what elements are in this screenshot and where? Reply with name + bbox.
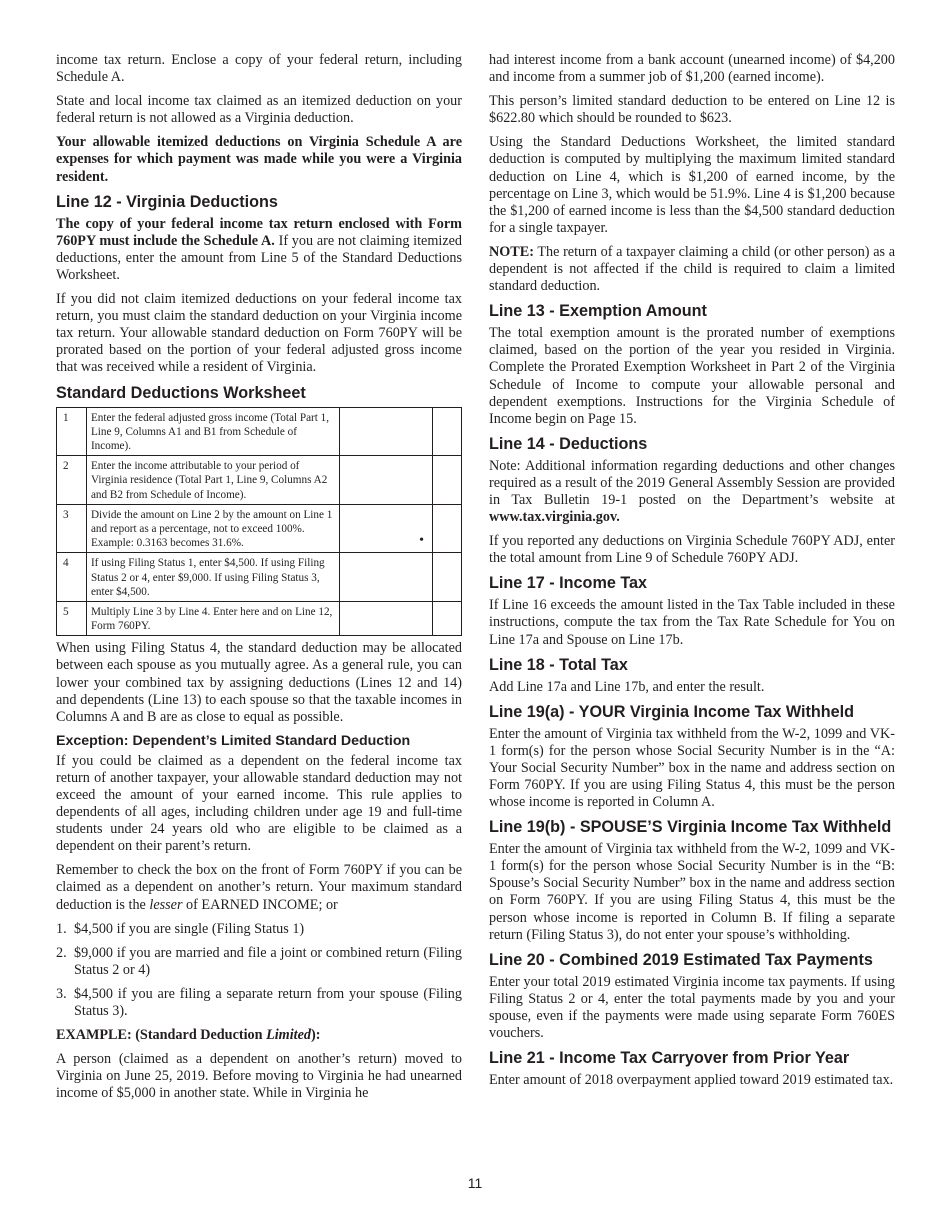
section-heading-line-14: Line 14 - Deductions	[489, 434, 648, 453]
paragraph: had interest income from a bank account (unearned income) of $4,200 and income from a summer job of $1,200 (earned income).	[489, 52, 895, 86]
worksheet-row	[57, 407, 462, 456]
text: ):	[311, 1027, 321, 1044]
paragraph: Enter the amount of Virginia tax withheld from the W-2, 1099 and VK-1 form(s) for the person whose Social Security Number is in the “B: Spouse’s Social Security Number” box in the name and address section on Form 760PY. If you are using Filing Status 4, this must be the person whose income is reported in Column B. If filing a separate return (Filing Status 3), do not enter your spouse’s withholding.	[489, 841, 895, 943]
example-label	[56, 1027, 462, 1044]
worksheet-line-number: 3	[57, 504, 87, 553]
section-heading-line-20: Line 20 - Combined 2019 Estimated Tax Payments	[489, 950, 873, 969]
section-heading-line-13: Line 13 - Exemption Amount	[489, 302, 707, 321]
bold-text: The copy of your federal income tax return enclosed with Form 760PY must include the Schedule A.	[56, 215, 462, 249]
worksheet-line-number: 2	[57, 456, 87, 505]
section-heading-line-12: Line 12 - Virginia Deductions	[56, 192, 278, 211]
worksheet-cents-field[interactable]	[433, 504, 462, 553]
worksheet-line-text: Divide the amount on Line 2 by the amount on Line 1 and report as a percentage, not to exceed 100%. Example: 0.3163 becomes 31.6%.	[86, 504, 339, 553]
worksheet-heading: Standard Deductions Worksheet	[56, 383, 306, 402]
worksheet-amount-field[interactable]	[340, 456, 433, 505]
paragraph: A person (claimed as a dependent on another’s return) moved to Virginia on June 25, 2019. Before moving to Virginia he had unearned income of $5,000 in another state. While in Virginia he	[56, 1051, 462, 1102]
paragraph: income tax return. Enclose a copy of your federal return, including Schedule A.	[56, 52, 462, 86]
worksheet-cents-field[interactable]	[433, 601, 462, 635]
list-item-text: $4,500 if you are filing a separate return from your spouse (Filing Status 3).	[74, 985, 462, 1020]
list-item-number: 2.	[56, 944, 67, 961]
paragraph: When using Filing Status 4, the standard deduction may be allocated between each spouse as you mutually agree. As a general rule, you can lower your combined tax by assigning deductions (Lines 12 and 14) and dependents (Line 13) to each spouse so that the taxable incomes in Columns A and B are as close to equal as possible.	[56, 640, 462, 725]
worksheet-row	[57, 504, 462, 553]
paragraph: State and local income tax claimed as an itemized deduction on your federal return is not allowed as a Virginia deduction.	[56, 93, 462, 127]
worksheet-row	[57, 601, 462, 635]
worksheet-cents-field[interactable]	[433, 456, 462, 505]
worksheet-line-number: 1	[57, 407, 87, 456]
exception-heading: Exception: Dependent’s Limited Standard Deduction	[56, 732, 411, 749]
paragraph	[56, 862, 462, 913]
text: Remember to check the box on the front of Form 760PY if you can be claimed as a dependent on another’s return. Your maximum standard deduction is the	[56, 862, 462, 913]
paragraph: This person’s limited standard deduction to be entered on Line 12 is $622.80 which should be rounded to $623.	[489, 93, 895, 127]
list-item	[56, 986, 462, 1020]
section-heading-line-19a: Line 19(a) - YOUR Virginia Income Tax Withheld	[489, 702, 855, 721]
list-item-text: $4,500 if you are single (Filing Status 1)	[74, 920, 305, 937]
section-heading-line-21: Line 21 - Income Tax Carryover from Prior Year	[489, 1049, 850, 1068]
worksheet-line-number: 4	[57, 553, 87, 602]
list-item-number: 1.	[56, 920, 67, 937]
worksheet-line-text: Enter the federal adjusted gross income (Total Part 1, Line 9, Columns A1 and B1 from Schedule of Income).	[86, 407, 339, 456]
emphasis-text: lesser	[149, 896, 183, 913]
decimal-point-marker: •	[419, 533, 425, 549]
paragraph: Using the Standard Deductions Worksheet, the limited standard deduction is computed by multiplying the maximum limited standard deduction on Line 4, which is $1,200 of earned income, by the percentage on Line 3, which would be 51.9%. Line 4 is $1,200 because the $1,200 of earned income is less than the $4,500 standard deduction for a single taxpayer.	[489, 134, 895, 236]
paragraph: If you could be claimed as a dependent on the federal income tax return of another taxpayer, your allowable standard deduction may not exceed the amount of your earned income. This rule applies to dependents of all ages, including children under age 19 and full-time students under 24 years old who are eligible to be claimed as a dependent on their parent’s return.	[56, 752, 462, 855]
section-heading-line-17: Line 17 - Income Tax	[489, 574, 648, 593]
paragraph-bold: Your allowable itemized deductions on Virginia Schedule A are expenses for which payment was made while you were a Virginia resident.	[56, 134, 462, 185]
deduction-list	[56, 921, 462, 1020]
worksheet-amount-field[interactable]	[340, 601, 433, 635]
text: Note: Additional information regarding deductions and other changes required as a result of the 2019 General Assembly Session are provided in Tax Bulletin 19-1 posted on the Department’s website at	[489, 457, 895, 508]
worksheet-amount-field[interactable]	[340, 407, 433, 456]
section-heading-line-19b: Line 19(b) - SPOUSE’S Virginia Income Tax Withheld	[489, 818, 892, 837]
paragraph	[489, 458, 895, 526]
website-link[interactable]: www.tax.virginia.gov.	[489, 509, 620, 526]
worksheet-row	[57, 553, 462, 602]
worksheet-amount-field[interactable]	[340, 553, 433, 602]
worksheet-amount-field[interactable]	[340, 504, 433, 553]
list-item	[56, 945, 462, 979]
emphasis-text: Limited	[266, 1027, 311, 1044]
worksheet-row	[57, 456, 462, 505]
right-column	[489, 52, 895, 1096]
note-label: NOTE:	[489, 243, 534, 260]
list-item	[56, 921, 462, 938]
paragraph: If you did not claim itemized deductions on your federal income tax return, you must claim the standard deduction on your Virginia income tax return. Your allowable standard deduction on Form 760PY will be prorated based on the portion of your federal adjusted gross income that was received while a resident of Virginia.	[56, 291, 462, 376]
text: EXAMPLE: (Standard Deduction	[56, 1027, 267, 1044]
text: The return of a taxpayer claiming a child (or other person) as a dependent is not affected if the child is required to claim a limited standard deduction.	[489, 243, 895, 295]
paragraph: If Line 16 exceeds the amount listed in the Tax Table included in these instructions, compute the tax from the Tax Rate Schedule for You on Line 17a and Spouse on Line 17b.	[489, 597, 895, 648]
worksheet-line-text: Enter the income attributable to your period of Virginia residence (Total Part 1, Line 9, Columns A2 and B2 from Schedule of Income).	[86, 456, 339, 505]
note-paragraph	[489, 244, 895, 295]
worksheet-line-text: If using Filing Status 1, enter $4,500. If using Filing Status 2 or 4, enter $9,000. If using Filing Status 3, enter $4,500.	[86, 553, 339, 602]
page-number: 11	[467, 1175, 483, 1191]
paragraph	[56, 216, 462, 284]
paragraph: Enter the amount of Virginia tax withheld from the W-2, 1099 and VK-1 form(s) for the person whose Social Security Number is in the “A: Your Social Security Number” box in the name and address section on Form 760PY. If you are using Filing Status 4, this must be the person whose income is reported in Column A.	[489, 725, 895, 811]
paragraph: If you reported any deductions on Virginia Schedule 760PY ADJ, enter the total amount from Line 9 of Schedule 760PY ADJ.	[489, 533, 895, 567]
standard-deductions-worksheet	[56, 407, 462, 637]
paragraph: The total exemption amount is the prorated number of exemptions claimed, based on the portion of the year you resided in Virginia. Complete the Prorated Exemption Worksheet in Part 2 of the Virginia Schedule of Income to compute your allowable personal and dependent exemptions. Instructions for the Virginia Schedule of Income begin on Page 15.	[489, 325, 895, 427]
worksheet-cents-field[interactable]	[433, 553, 462, 602]
paragraph: Enter your total 2019 estimated Virginia income tax payments. If using Filing Status 2 or 4, enter the total payments made by you and your spouse, even if the payments were made using separate Form 760ES vouchers.	[489, 973, 895, 1042]
paragraph: Add Line 17a and Line 17b, and enter the result.	[489, 678, 765, 695]
text: of EARNED INCOME; or	[182, 896, 338, 913]
worksheet-cents-field[interactable]	[433, 407, 462, 456]
section-heading-line-18: Line 18 - Total Tax	[489, 655, 628, 674]
text: If you are not claiming itemized deductions, enter the amount from Line 5 of the Standard Deductions Worksheet.	[56, 232, 463, 283]
worksheet-line-text: Multiply Line 3 by Line 4. Enter here and on Line 12, Form 760PY.	[86, 601, 339, 635]
list-item-number: 3.	[56, 985, 67, 1002]
left-column	[56, 52, 462, 1110]
paragraph: Enter amount of 2018 overpayment applied toward 2019 estimated tax.	[489, 1072, 894, 1089]
worksheet-line-number: 5	[57, 601, 87, 635]
list-item-text: $9,000 if you are married and file a joint or combined return (Filing Status 2 or 4)	[74, 944, 462, 978]
